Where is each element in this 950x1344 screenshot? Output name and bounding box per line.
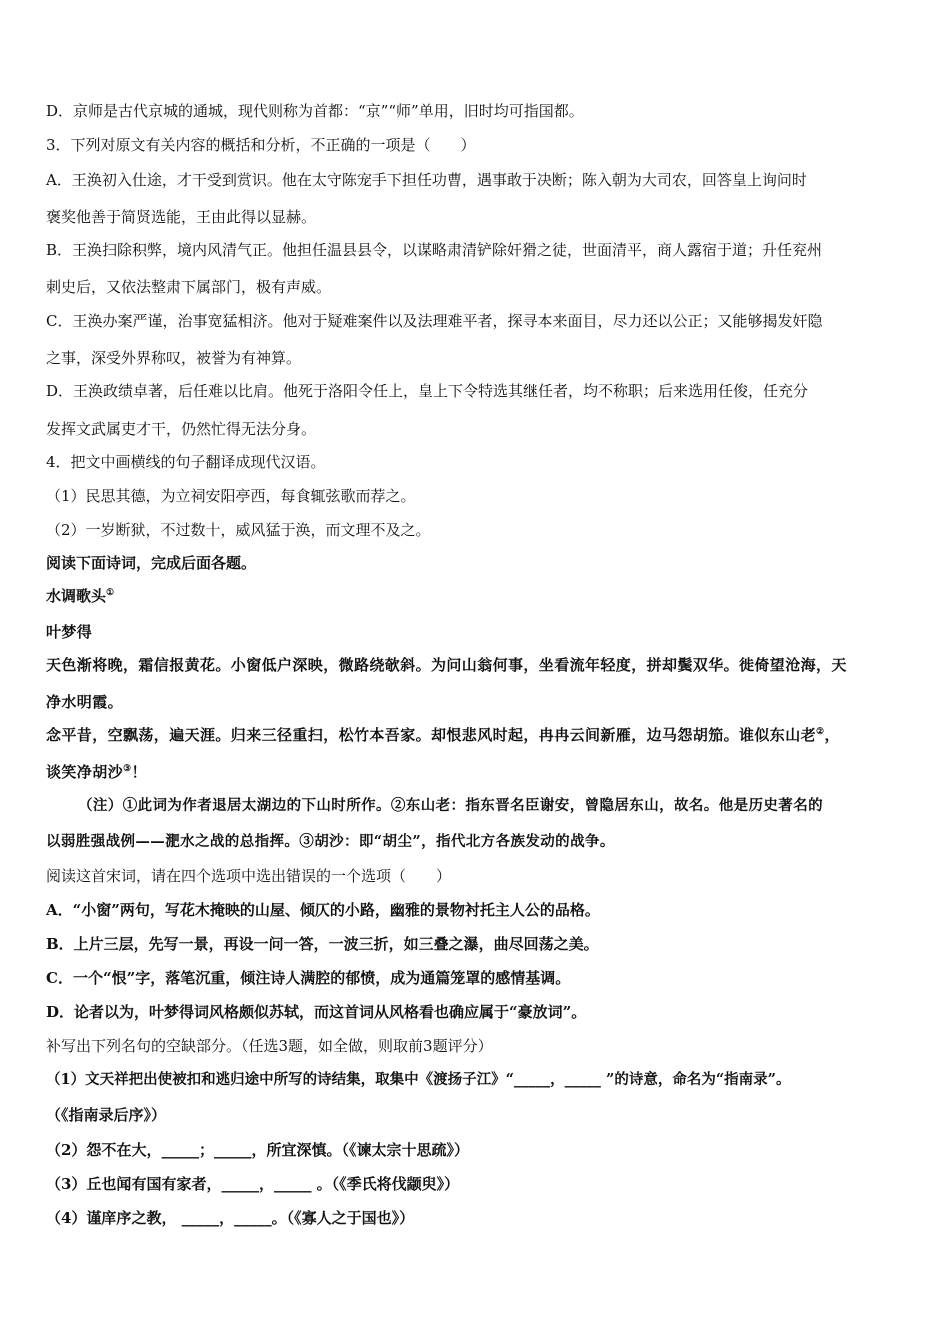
fill-blank-heading: 补写出下列名句的空缺部分。（任选3题，如全做，则取前3题评分） xyxy=(46,1037,493,1055)
q4-sentence-2: （2）一岁断狱，不过数十，威风猛于涣，而文理不及之。 xyxy=(46,521,431,539)
poem-stanza-2-line2 xyxy=(46,762,147,782)
q4-sentence-1: （1）民思其德，为立祠安阳亭西，每食辄弦歌而荐之。 xyxy=(46,487,416,505)
poem-stanza-1-line1: 天色渐将晚，霜信报黄花。小窗低户深映，微路绕欹斜。为问山翁何事，坐看流年轻度，拼却鬓双华。徙倚望沧海，天 xyxy=(46,656,847,674)
poem-title-text: 水调歌头 xyxy=(46,587,107,605)
poem-title-footnote: ① xyxy=(106,588,115,598)
footnote-2-marker: ② xyxy=(816,727,825,737)
q3-option-c-line1: C．王涣办案严谨，治事宽猛相济。他对于疑难案件以及法理难平者，探寻本来面目，尽力还以公正；又能够揭发奸隐 xyxy=(46,312,823,330)
poem-section-heading: 阅读下面诗词，完成后面各题。 xyxy=(46,554,257,572)
q3-option-a-line1: A．王涣初入仕途，才干受到赏识。他在太守陈宠手下担任功曹，遇事敢于决断；陈入朝为大司农，回答皇上询问时 xyxy=(46,171,807,189)
poem-notes-line2: 以弱胜强战例——淝水之战的总指挥。③胡沙：即“胡尘”，指代北方各族发动的战争。 xyxy=(46,833,615,850)
poem-stanza-1-line2: 净水明霞。 xyxy=(46,693,124,711)
q3-option-b-line1: B．王涣扫除积弊，境内风清气正。他担任温县县令，以谋略肃清铲除奸猾之徒，世面清平，商人露宿于道；升任兖州 xyxy=(46,241,823,259)
q3-option-d-line1: D．王涣政绩卓著，后任难以比肩。他死于洛阳令任上，皇上下令特选其继任者，均不称职；后来选用任俊，任充分 xyxy=(46,382,809,400)
poem-option-c: C．一个“恨”字，落笔沉重，倾注诗人满腔的郁愤，成为通篇笼罩的感情基调。 xyxy=(46,969,571,987)
poem-option-d: D．论者以为，叶梦得词风格颇似苏轼，而这首词从风格看也确应属于“豪放词”。 xyxy=(46,1003,587,1021)
poem-stanza-2-line1 xyxy=(46,725,840,745)
footnote-3-marker: ③ xyxy=(123,764,132,774)
poem-option-b: B．上片三层，先写一景，再设一问一答，一波三折，如三叠之瀑，曲尽回荡之美。 xyxy=(46,935,599,953)
fill-blank-2: （2）怨不在大，_____；_____，所宜深慎。（《谏太宗十思疏》） xyxy=(46,1141,469,1159)
fill-blank-3: （3）丘也闻有国有家者，_____，_____ 。（《季氏将伐颛臾》） xyxy=(46,1175,460,1193)
poem-notes-line1: （注）①此词为作者退居太湖边的下山时所作。②东山老：指东晋名臣谢安，曾隐居东山，故名。他是历史著名的 xyxy=(78,797,823,814)
poem-stanza-2-tail: ， xyxy=(824,726,840,744)
question-3-stem: 3．下列对原文有关内容的概括和分析，不正确的一项是（ ） xyxy=(46,136,476,154)
q3-option-b-line2: 刺史后，又依法整肃下属部门，极有声威。 xyxy=(46,278,332,296)
fill-blank-1-line1: （1）文天祥把出使被扣和逃归途中所写的诗结集，取集中《渡扬子江》“_____，_____ ”的诗意，命名为“指南录”。 xyxy=(46,1071,791,1088)
q3-option-c-line2: 之事，深受外界称叹，被誉为有神算。 xyxy=(46,349,302,367)
q3-option-a-line2: 褒奖他善于简贤选能，王由此得以显赫。 xyxy=(46,208,317,226)
question-4-stem: 4．把文中画横线的句子翻译成现代汉语。 xyxy=(46,453,326,471)
poem-last-phrase: 谈笑净胡沙 xyxy=(46,763,124,781)
fill-blank-1-line2: （《指南录后序》） xyxy=(46,1106,167,1124)
poem-last-tail: ！ xyxy=(131,763,147,781)
q3-option-d-line2: 发挥文武属吏才干，仍然忙得无法分身。 xyxy=(46,420,317,438)
fill-blank-4: （4）谨庠序之教， _____，_____。（《寡人之于国也》） xyxy=(46,1209,415,1227)
option-d-jingshi: D．京师是古代京城的通城，现代则称为首都：“京”“师”单用，旧时均可指国都。 xyxy=(46,102,584,120)
poem-stanza-2-text: 念平昔，空飘荡，遍天涯。归来三径重扫，松竹本吾家。却恨悲风时起，冉冉云间新雁，边马怨胡笳。谁似东山老 xyxy=(46,726,817,744)
poem-question-stem: 阅读这首宋词，请在四个选项中选出错误的一个选项（ ） xyxy=(46,867,452,885)
poem-author: 叶梦得 xyxy=(46,623,93,641)
poem-option-a: A．“小窗”两句，写花木掩映的山屋、倾仄的小路，幽雅的景物衬托主人公的品格。 xyxy=(46,901,600,919)
poem-title xyxy=(46,586,114,606)
